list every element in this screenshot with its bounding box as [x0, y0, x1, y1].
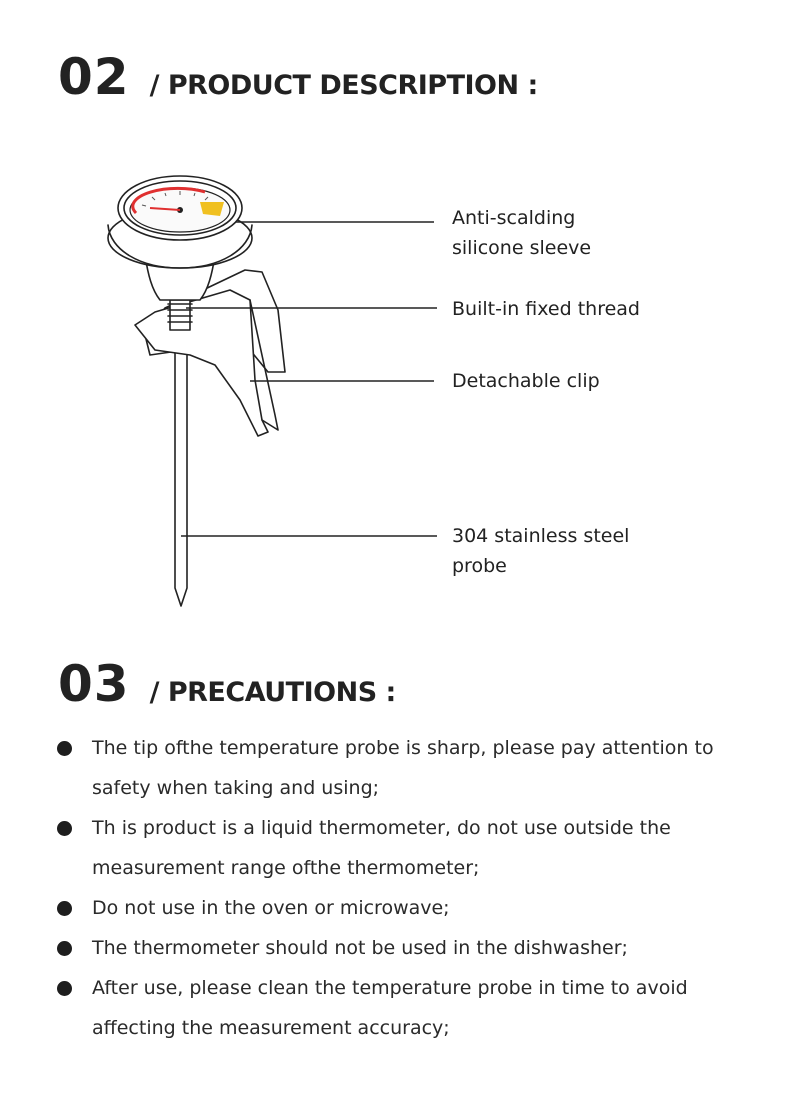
probe-shaft	[175, 330, 187, 606]
bullet-icon	[57, 821, 72, 836]
clip-front	[135, 290, 268, 436]
section-title: / PRECAUTIONS :	[149, 677, 396, 708]
list-item	[0, 888, 790, 928]
bullet-icon	[57, 941, 72, 956]
dial-yellow-zone	[200, 202, 224, 216]
list-item	[0, 728, 790, 808]
section-title: / PRODUCT DESCRIPTION :	[149, 70, 538, 101]
precaution-text: After use, please clean the temperature probe in time to avoid affecting the measurement accuracy;	[92, 977, 688, 1039]
thermometer-illustration	[0, 150, 790, 620]
callout-probe: 304 stainless steel probe	[452, 525, 630, 577]
list-item	[0, 968, 790, 1048]
callout-sleeve: Anti-scalding silicone sleeve	[452, 207, 592, 259]
list-item	[0, 928, 790, 968]
section-02-heading	[58, 48, 538, 106]
bullet-icon	[57, 741, 72, 756]
product-diagram	[0, 150, 790, 620]
bullet-icon	[57, 901, 72, 916]
list-item	[0, 808, 790, 888]
section-03-heading	[58, 655, 396, 713]
callout-thread: Built-in fixed thread	[452, 298, 640, 320]
precaution-text: The tip ofthe temperature probe is sharp, please pay attention to safety when taking and using;	[92, 737, 714, 799]
bullet-icon	[57, 981, 72, 996]
precaution-text: The thermometer should not be used in the dishwasher;	[92, 937, 628, 959]
callout-clip: Detachable clip	[452, 370, 600, 392]
section-number: 02	[58, 48, 130, 106]
precautions-list	[0, 728, 790, 1048]
section-number: 03	[58, 655, 130, 713]
precaution-text: Do not use in the oven or microwave;	[92, 897, 450, 919]
precaution-text: Th is product is a liquid thermometer, do not use outside the measurement range ofthe thermometer;	[92, 817, 671, 879]
